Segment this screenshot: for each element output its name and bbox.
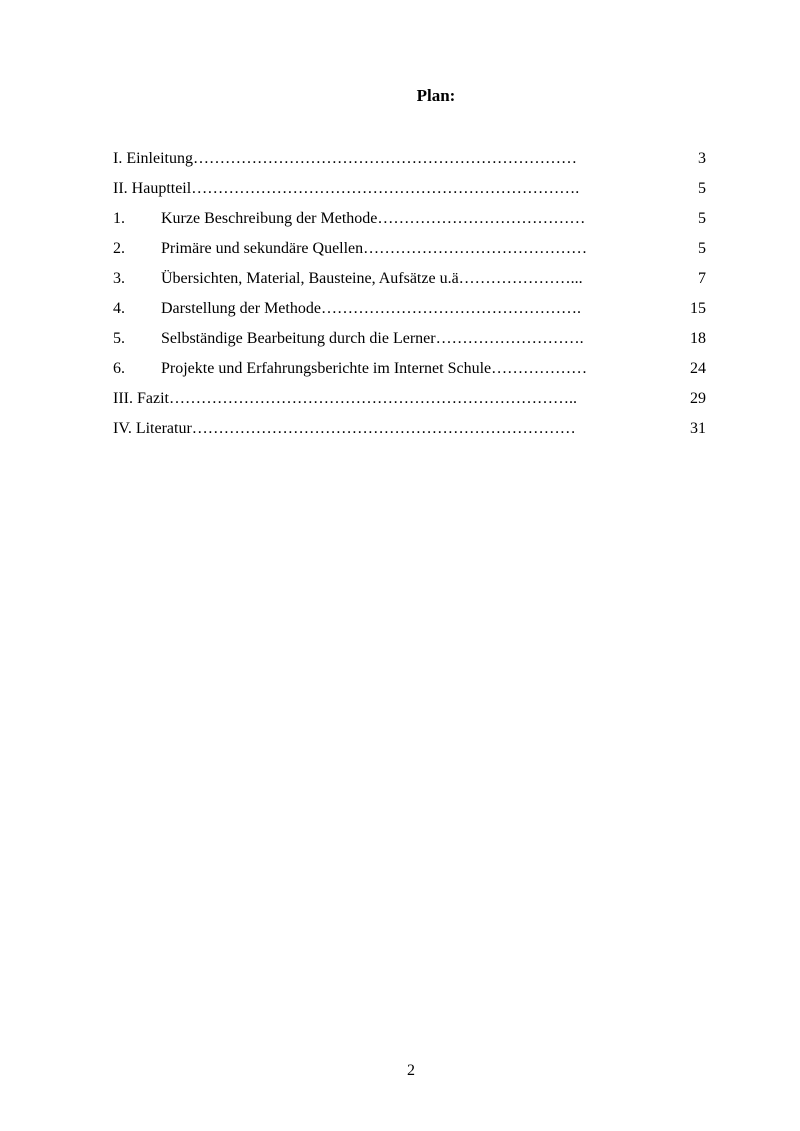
toc-entry-label: III. Fazit………………………………………………………………….. — [113, 390, 577, 407]
toc-entry-page: 7 — [698, 270, 706, 287]
toc-entry-literatur — [113, 418, 713, 448]
toc-entry-hauptteil — [113, 178, 713, 208]
toc-entry-einleitung — [113, 148, 713, 178]
toc-entry-number: 6. — [113, 360, 125, 377]
page-title: Plan: — [416, 86, 456, 105]
toc-entry-6 — [113, 358, 713, 388]
toc-entry-page: 31 — [690, 420, 706, 437]
toc-entry-page: 29 — [690, 390, 706, 407]
toc-entry-number: 4. — [113, 300, 125, 317]
toc-entry-fazit — [113, 388, 713, 418]
toc-entry-label: Primäre und sekundäre Quellen…………………………………… — [161, 240, 588, 257]
toc-entry-3 — [113, 268, 713, 298]
toc-entry-label: Selbständige Bearbeitung durch die Lerner………………………. — [161, 330, 584, 347]
toc-entry-label: Projekte und Erfahrungsberichte im Internet Schule……………… — [161, 360, 588, 377]
page-number: 2 — [407, 1062, 415, 1079]
toc-entry-number: 3. — [113, 270, 125, 287]
toc-entry-5 — [113, 328, 713, 358]
toc-entry-label: I. Einleitung……………………………………………………………… — [113, 150, 577, 167]
toc-entry-number: 1. — [113, 210, 125, 227]
toc-entry-page: 5 — [698, 210, 706, 227]
toc-entry-page: 15 — [690, 300, 706, 317]
toc-entry-page: 3 — [698, 150, 706, 167]
toc-entry-1 — [113, 208, 713, 238]
toc-entry-label: II. Hauptteil………………………………………………………………. — [113, 180, 580, 197]
toc-entry-page: 18 — [690, 330, 706, 347]
toc-entry-2 — [113, 238, 713, 268]
toc-entry-label: Kurze Beschreibung der Methode………………………………… — [161, 210, 586, 227]
table-of-contents — [113, 148, 713, 448]
toc-entry-label: Darstellung der Methode…………………………………………. — [161, 300, 581, 317]
toc-entry-label: Übersichten, Material, Bausteine, Aufsätze u.ä…………………... — [161, 270, 583, 287]
toc-entry-4 — [113, 298, 713, 328]
toc-entry-page: 24 — [690, 360, 706, 377]
toc-entry-number: 5. — [113, 330, 125, 347]
toc-entry-page: 5 — [698, 240, 706, 257]
toc-entry-page: 5 — [698, 180, 706, 197]
toc-entry-label: IV. Literatur……………………………………………………………… — [113, 420, 576, 437]
toc-entry-number: 2. — [113, 240, 125, 257]
